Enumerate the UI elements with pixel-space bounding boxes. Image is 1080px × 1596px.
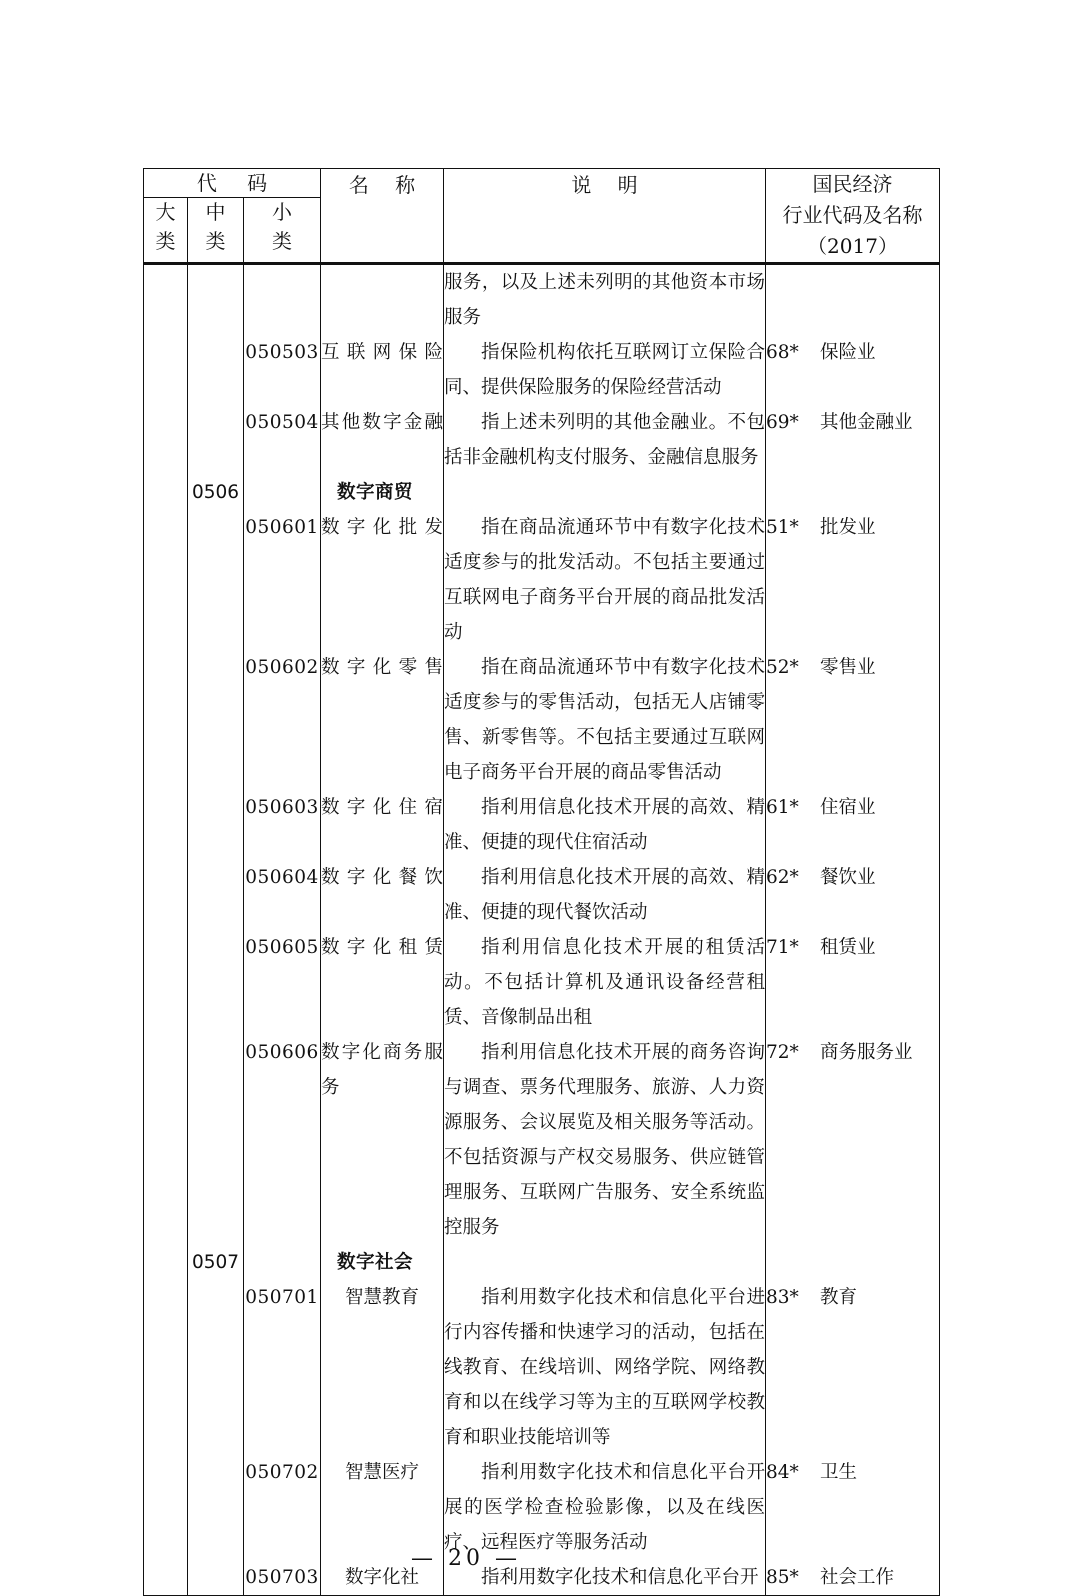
industry-code: 72* <box>766 1042 799 1063</box>
cell-major-class <box>144 1455 188 1560</box>
cell-major-class <box>144 930 188 1035</box>
header-row-top <box>144 169 940 198</box>
cell-name: 其他数字金融 <box>321 405 444 475</box>
cell-minor-class <box>244 1245 321 1280</box>
cell-name: 互联网保险 <box>321 335 444 405</box>
cell-description: 指在商品流通环节中有数字化技术适度参与的批发活动。不包括主要通过互联网电子商务平台开展的商品批发活动 <box>444 510 766 650</box>
cell-major-class <box>144 1280 188 1455</box>
cell-name: 数字商贸 <box>321 475 444 510</box>
cell-middle-class <box>188 405 244 475</box>
cell-middle-class <box>188 860 244 930</box>
cell-description <box>444 1245 766 1280</box>
cell-middle-class <box>188 1280 244 1455</box>
cell-major-class <box>144 1245 188 1280</box>
cell-description: 指利用信息化技术开展的租赁活动。不包括计算机及通讯设备经营租赁、音像制品出租 <box>444 930 766 1035</box>
cell-middle-class <box>188 264 244 336</box>
cell-description: 指利用信息化技术开展的商务咨询与调查、票务代理服务、旅游、人力资源服务、会议展览及相关服务等活动。不包括资源与产权交易服务、供应链管理服务、互联网广告服务、安全系统监控服务 <box>444 1035 766 1245</box>
cell-description <box>444 475 766 510</box>
cell-industry <box>766 475 940 510</box>
cell-industry <box>766 790 940 860</box>
cell-description: 指利用数字化技术和信息化平台开 <box>444 1560 766 1596</box>
cell-name: 数字化商务服务 <box>321 1035 444 1245</box>
industry-name: 住宿业 <box>820 797 876 818</box>
header-major-line2: 类 <box>155 229 176 253</box>
industry-name: 社会工作 <box>820 1567 895 1588</box>
table-row <box>144 335 940 405</box>
header-description: 说 明 <box>444 169 766 264</box>
cell-description: 指保险机构依托互联网订立保险合同、提供保险服务的保险经营活动 <box>444 335 766 405</box>
cell-major-class <box>144 790 188 860</box>
cell-major-class <box>144 1560 188 1596</box>
table-row <box>144 1280 940 1455</box>
cell-major-class <box>144 475 188 510</box>
industry-code: 83* <box>766 1287 799 1308</box>
cell-middle-class <box>188 790 244 860</box>
header-major-line1: 大 <box>155 200 176 224</box>
header-middle-line2: 类 <box>205 229 226 253</box>
header-name: 名 称 <box>321 169 444 264</box>
header-industry-code <box>766 169 940 264</box>
page-footer <box>286 1546 646 1571</box>
cell-name: 数字化餐饮 <box>321 860 444 930</box>
cell-middle-class <box>188 1560 244 1596</box>
industry-code: 84* <box>766 1462 799 1483</box>
cell-middle-class <box>188 510 244 650</box>
header-major-class <box>144 198 188 264</box>
cell-name: 数字化社 <box>321 1560 444 1596</box>
table-row <box>144 1035 940 1245</box>
industry-code: 85* <box>766 1567 799 1588</box>
header-industry-line2: 行业代码及名称 <box>782 203 923 227</box>
table-row <box>144 405 940 475</box>
cell-industry <box>766 1280 940 1455</box>
cell-industry <box>766 1455 940 1560</box>
industry-code: 51* <box>766 517 799 538</box>
industry-name: 餐饮业 <box>820 867 876 888</box>
cell-industry <box>766 510 940 650</box>
industry-name: 租赁业 <box>820 937 876 958</box>
header-minor-class <box>244 198 321 264</box>
table-header <box>144 169 940 264</box>
industry-name: 批发业 <box>820 517 876 538</box>
industry-code: 61* <box>766 797 799 818</box>
table-row <box>144 475 940 510</box>
cell-major-class <box>144 264 188 336</box>
document-page <box>143 168 939 1596</box>
table-row <box>144 1455 940 1560</box>
header-middle-line1: 中 <box>205 200 226 224</box>
industry-name: 卫生 <box>820 1462 858 1483</box>
table-row <box>144 264 940 336</box>
cell-middle-class <box>188 1035 244 1245</box>
cell-middle-class <box>188 335 244 405</box>
cell-middle-class <box>188 650 244 790</box>
cell-name: 数字化住宿 <box>321 790 444 860</box>
cell-industry <box>766 650 940 790</box>
cell-industry <box>766 405 940 475</box>
cell-minor-class <box>244 475 321 510</box>
cell-minor-class: 050605 <box>244 930 321 1035</box>
cell-name: 数字社会 <box>321 1245 444 1280</box>
table-row <box>144 930 940 1035</box>
header-industry-line3: （2017） <box>807 234 898 258</box>
cell-industry <box>766 860 940 930</box>
cell-description: 服务，以及上述未列明的其他资本市场服务 <box>444 264 766 336</box>
cell-middle-class: 0506 <box>188 475 244 510</box>
cell-major-class <box>144 860 188 930</box>
header-minor-line2: 类 <box>272 229 292 253</box>
page-number: — 20 — <box>411 1546 521 1571</box>
cell-major-class <box>144 1035 188 1245</box>
cell-name: 智慧教育 <box>321 1280 444 1455</box>
cell-minor-class: 050604 <box>244 860 321 930</box>
cell-minor-class: 050503 <box>244 335 321 405</box>
cell-industry <box>766 335 940 405</box>
cell-minor-class: 050602 <box>244 650 321 790</box>
cell-industry <box>766 264 940 336</box>
cell-name: 智慧医疗 <box>321 1455 444 1560</box>
cell-description: 指在商品流通环节中有数字化技术适度参与的零售活动，包括无人店铺零售、新零售等。不包括主要通过互联网电子商务平台开展的商品零售活动 <box>444 650 766 790</box>
cell-middle-class <box>188 1455 244 1560</box>
cell-description: 指利用数字化技术和信息化平台进行内容传播和快速学习的活动，包括在线教育、在线培训、网络学院、网络教育和以在线学习等为主的互联网学校教育和职业技能培训等 <box>444 1280 766 1455</box>
cell-major-class <box>144 405 188 475</box>
cell-description: 指利用信息化技术开展的高效、精准、便捷的现代住宿活动 <box>444 790 766 860</box>
cell-major-class <box>144 650 188 790</box>
cell-minor-class <box>244 264 321 336</box>
industry-name: 保险业 <box>820 342 876 363</box>
industry-name: 教育 <box>820 1287 858 1308</box>
industry-code: 68* <box>766 342 799 363</box>
cell-minor-class: 050601 <box>244 510 321 650</box>
table-row <box>144 1245 940 1280</box>
header-industry-line1: 国民经济 <box>812 172 893 196</box>
cell-minor-class: 050702 <box>244 1455 321 1560</box>
cell-name: 数字化零售 <box>321 650 444 790</box>
cell-description: 指利用数字化技术和信息化平台开展的医学检查检验影像，以及在线医疗、远程医疗等服务活动 <box>444 1455 766 1560</box>
cell-name: 数字化租赁 <box>321 930 444 1035</box>
cell-description: 指利用信息化技术开展的高效、精准、便捷的现代餐饮活动 <box>444 860 766 930</box>
cell-industry <box>766 1560 940 1596</box>
cell-middle-class: 0507 <box>188 1245 244 1280</box>
cell-minor-class: 050504 <box>244 405 321 475</box>
cell-middle-class <box>188 930 244 1035</box>
cell-major-class <box>144 510 188 650</box>
cell-industry <box>766 1245 940 1280</box>
cell-industry <box>766 930 940 1035</box>
industry-code: 69* <box>766 412 799 433</box>
cell-minor-class: 050703 <box>244 1560 321 1596</box>
table-row <box>144 860 940 930</box>
industry-name: 其他金融业 <box>820 412 913 433</box>
table-row <box>144 790 940 860</box>
header-middle-class <box>188 198 244 264</box>
cell-minor-class: 050603 <box>244 790 321 860</box>
cell-minor-class: 050701 <box>244 1280 321 1455</box>
header-code-group: 代 码 <box>144 169 321 198</box>
table-row <box>144 650 940 790</box>
industry-code: 52* <box>766 657 799 678</box>
industry-code: 71* <box>766 937 799 958</box>
table-row <box>144 510 940 650</box>
cell-industry <box>766 1035 940 1245</box>
cell-major-class <box>144 335 188 405</box>
cell-minor-class: 050606 <box>244 1035 321 1245</box>
industry-name: 商务服务业 <box>820 1042 913 1063</box>
industry-code: 62* <box>766 867 799 888</box>
cell-name <box>321 264 444 336</box>
header-minor-line1: 小 <box>272 200 292 224</box>
table-body <box>144 264 940 1596</box>
cell-name: 数字化批发 <box>321 510 444 650</box>
cell-description: 指上述未列明的其他金融业。不包括非金融机构支付服务、金融信息服务 <box>444 405 766 475</box>
industry-classification-table <box>143 168 940 1596</box>
industry-name: 零售业 <box>820 657 876 678</box>
